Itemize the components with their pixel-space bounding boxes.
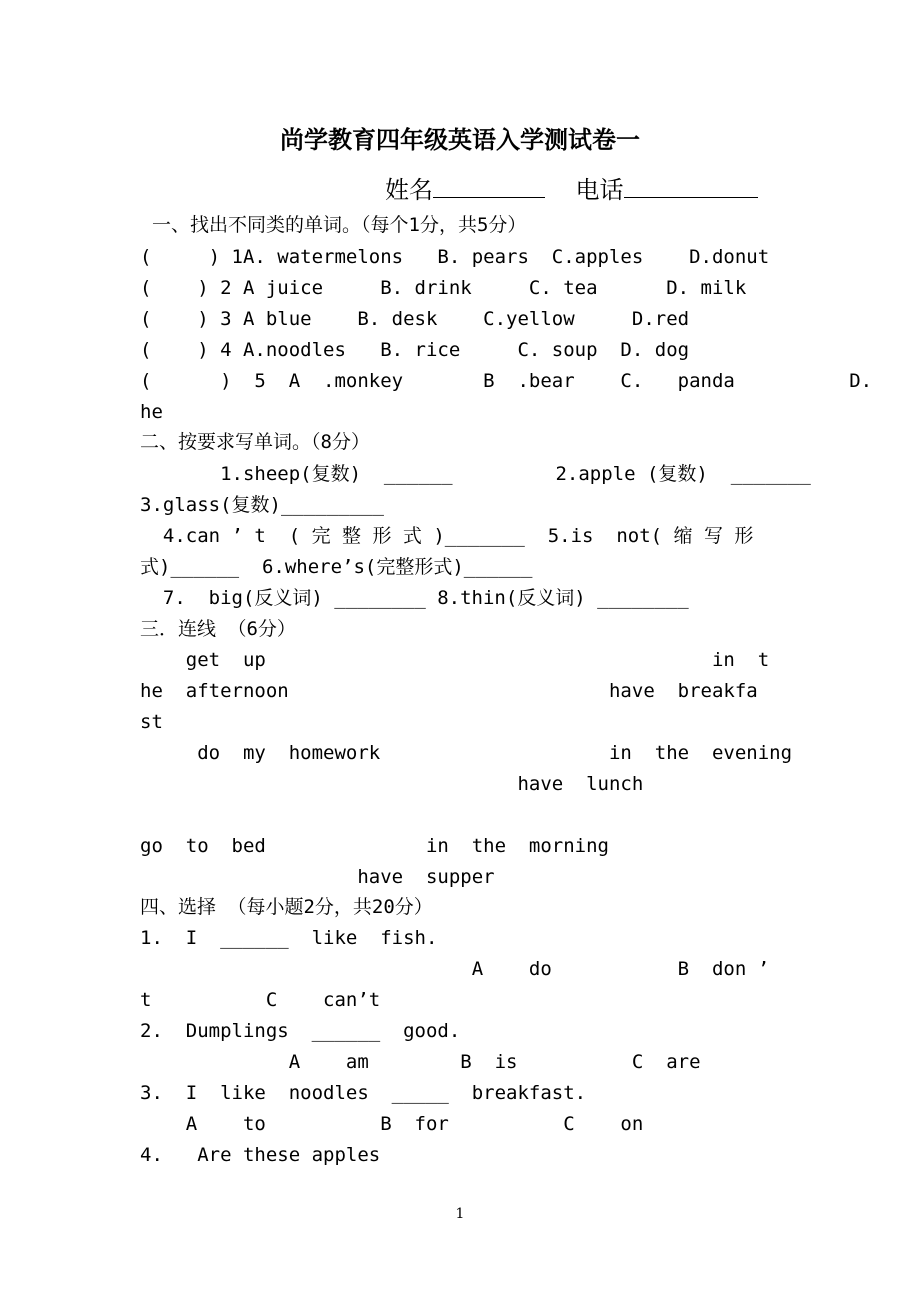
s4-line-2: A do B don ’ — [140, 958, 770, 980]
phone-blank[interactable] — [624, 177, 758, 198]
s3-line-4: do my homework in the evening — [140, 742, 793, 764]
section-1-heading: 一、找出不同类的单词。（每个1分，共5分） — [152, 214, 527, 236]
section-3-heading: 三．连线 （6分） — [140, 618, 296, 640]
s4-line-3: t C can’t — [140, 989, 381, 1011]
student-info — [385, 170, 758, 205]
s2-line-3: 4.can ’ t ( 完 整 形 式 )_______ 5.is not( 缩 写 形 — [140, 525, 754, 547]
name-label: 姓名 — [385, 176, 433, 204]
s3-line-6: go to bed in the morning — [140, 835, 609, 857]
s3-line-5: have lunch — [140, 773, 644, 795]
s4-line-7: A to B for C on — [140, 1113, 644, 1135]
s1-question-2: ( ) 2 A juice B. drink C. tea D. milk — [140, 277, 747, 299]
s2-line-5: 7. big(反义词) ________ 8.thin(反义词) ________ — [140, 587, 689, 609]
page-title: 尚学教育四年级英语入学测试卷一 — [280, 125, 640, 154]
s2-line-1: 1.sheep(复数) ______ 2.apple (复数) _______ — [140, 463, 811, 485]
section-4-heading: 四、选择 （每小题2分，共20分） — [140, 896, 433, 918]
s4-line-8: 4. Are these apples — [140, 1144, 381, 1166]
s4-line-4: 2. Dumplings ______ good. — [140, 1020, 461, 1042]
s3-line-7: have supper — [140, 866, 495, 888]
s3-line-2: he afternoon have breakfa — [140, 680, 758, 702]
name-blank[interactable] — [433, 177, 545, 198]
s1-question-4: ( ) 4 A.noodles B. rice C. soup D. dog — [140, 339, 690, 361]
page-number: 1 — [455, 1206, 465, 1222]
s2-line-2: 3.glass(复数)_________ — [140, 494, 384, 516]
section-2-heading: 二、按要求写单词。（8分） — [140, 431, 370, 453]
s4-line-1: 1. I ______ like fish. — [140, 927, 438, 949]
phone-label: 电话 — [575, 176, 624, 204]
s1-question-3: ( ) 3 A blue B. desk C.yellow D.red — [140, 308, 690, 330]
s1-question-1: ( ) 1A. watermelons B. pears C.apples D.donut — [140, 246, 770, 268]
s1-question-5: ( ) 5 A .monkey B .bear C. panda D. — [140, 370, 873, 392]
s1-question-5-cont: he — [140, 401, 163, 423]
s4-line-6: 3. I like noodles _____ breakfast. — [140, 1082, 587, 1104]
s2-line-4: 式)______ 6.where’s(完整形式)______ — [140, 556, 533, 578]
s4-line-5: A am B is C are — [140, 1051, 701, 1073]
s3-line-1: get up in t — [140, 649, 770, 671]
s3-line-3: st — [140, 711, 163, 733]
